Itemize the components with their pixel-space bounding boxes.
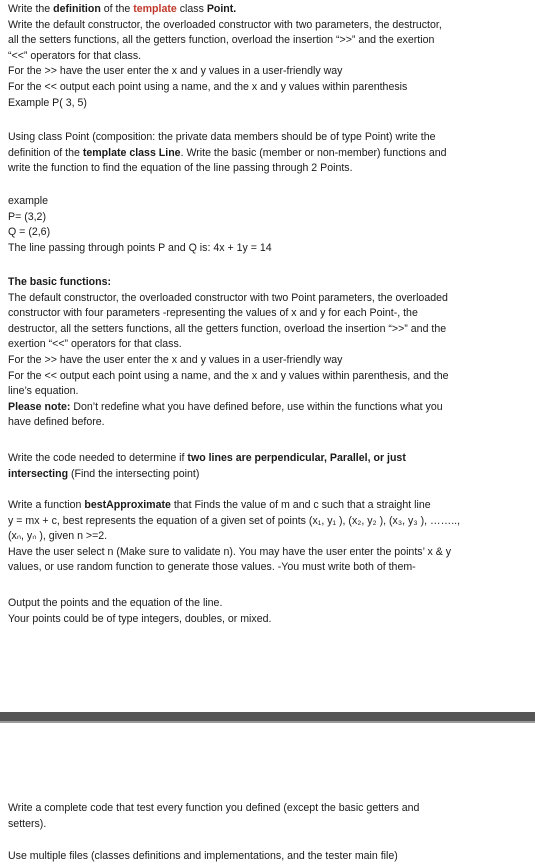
test-code-section	[8, 801, 528, 832]
text-line: constructor with four parameters -representing the values of x and y for each Point-, the	[8, 307, 418, 320]
section-heading: The basic functions:	[8, 276, 112, 288]
text-line: P= (3,2)	[8, 210, 46, 223]
text-line: y = mx + c, best represents the equation of a given set of points (x₁, y₁ ), (x₂, y₂ ), (x₃, y₃ ), ……..,	[8, 514, 461, 527]
text-line: Write the default constructor, the overloaded constructor with two parameters, the destructor,	[8, 18, 442, 31]
output-section	[8, 596, 528, 627]
text-line: For the << output each point using a name, and the x and y values within parenthesis	[8, 80, 408, 93]
text-line: all the setters functions, all the getters function, overload the insertion “>>” and the exertion	[8, 34, 435, 47]
template-keyword: template	[133, 3, 177, 15]
text-line: destructor, all the setters functions, all the getters function, overload the insertion “>>” and the	[8, 322, 447, 335]
text-line: Output the points and the equation of the line.	[8, 597, 223, 609]
text-line: example	[8, 195, 49, 207]
text-line: Write a function bestApproximate that Finds the value of m and c such that a straight line	[8, 499, 431, 511]
text-line: Using class Point (composition: the private data members should be of type Point) write the	[8, 131, 436, 143]
example-line: Example P( 3, 5)	[8, 96, 87, 109]
page-divider-shadow	[0, 721, 535, 723]
text-line: Use multiple files (classes definitions and implementations, and the tester main file)	[8, 850, 398, 862]
text-line: For the >> have the user enter the x and y values in a user-friendly way	[8, 65, 343, 78]
page-divider	[0, 712, 535, 721]
text-line: write the function to find the equation of the line passing through 2 Points.	[8, 162, 353, 175]
text-line: Write the code needed to determine if two lines are perpendicular, Parallel, or just	[8, 452, 406, 464]
point-class-heading: Write the definition of the template class Point.	[8, 3, 237, 15]
text-line: Write a complete code that test every function you defined (except the basic getters and	[8, 802, 420, 814]
text-line: definition of the template class Line. Write the basic (member or non-member) functions and	[8, 146, 447, 159]
note-line: Please note: Don’t redefine what you have defined before, use within the functions what you	[8, 400, 443, 413]
text-line: For the >> have the user enter the x and y values in a user-friendly way	[8, 353, 343, 366]
text-line: exertion “<<” operators for that class.	[8, 338, 182, 351]
text-line: line’s equation.	[8, 385, 79, 398]
text-line: setters).	[8, 817, 47, 830]
text-line: The line passing through points P and Q is: 4x + 1y = 14	[8, 241, 272, 254]
text-line: The default constructor, the overloaded constructor with two Point parameters, the overloaded	[8, 291, 448, 304]
best-approximate-section	[8, 498, 528, 576]
text-line: Have the user select n (Make sure to validate n). You may have the user enter the points’ x & y	[8, 545, 452, 558]
basic-functions-section	[8, 275, 528, 431]
point-class-section	[8, 2, 528, 111]
text-line: Your points could be of type integers, doubles, or mixed.	[8, 612, 272, 625]
text-line: Q = (2,6)	[8, 226, 51, 239]
text-line: For the << output each point using a name, and the x and y values within parenthesis, and the	[8, 369, 449, 382]
multiple-files-section	[8, 849, 528, 865]
text-line: “<<” operators for that class.	[8, 49, 142, 62]
text-line: have defined before.	[8, 416, 105, 429]
perpendicular-section	[8, 451, 528, 482]
text-line: (xₙ, yₙ ), given n >=2.	[8, 530, 108, 543]
line-class-section	[8, 130, 528, 177]
text-line: values, or use random function to generate those values. -You must write both of them-	[8, 561, 416, 574]
text-line: intersecting (Find the intersecting point)	[8, 467, 200, 480]
example-section	[8, 194, 528, 256]
